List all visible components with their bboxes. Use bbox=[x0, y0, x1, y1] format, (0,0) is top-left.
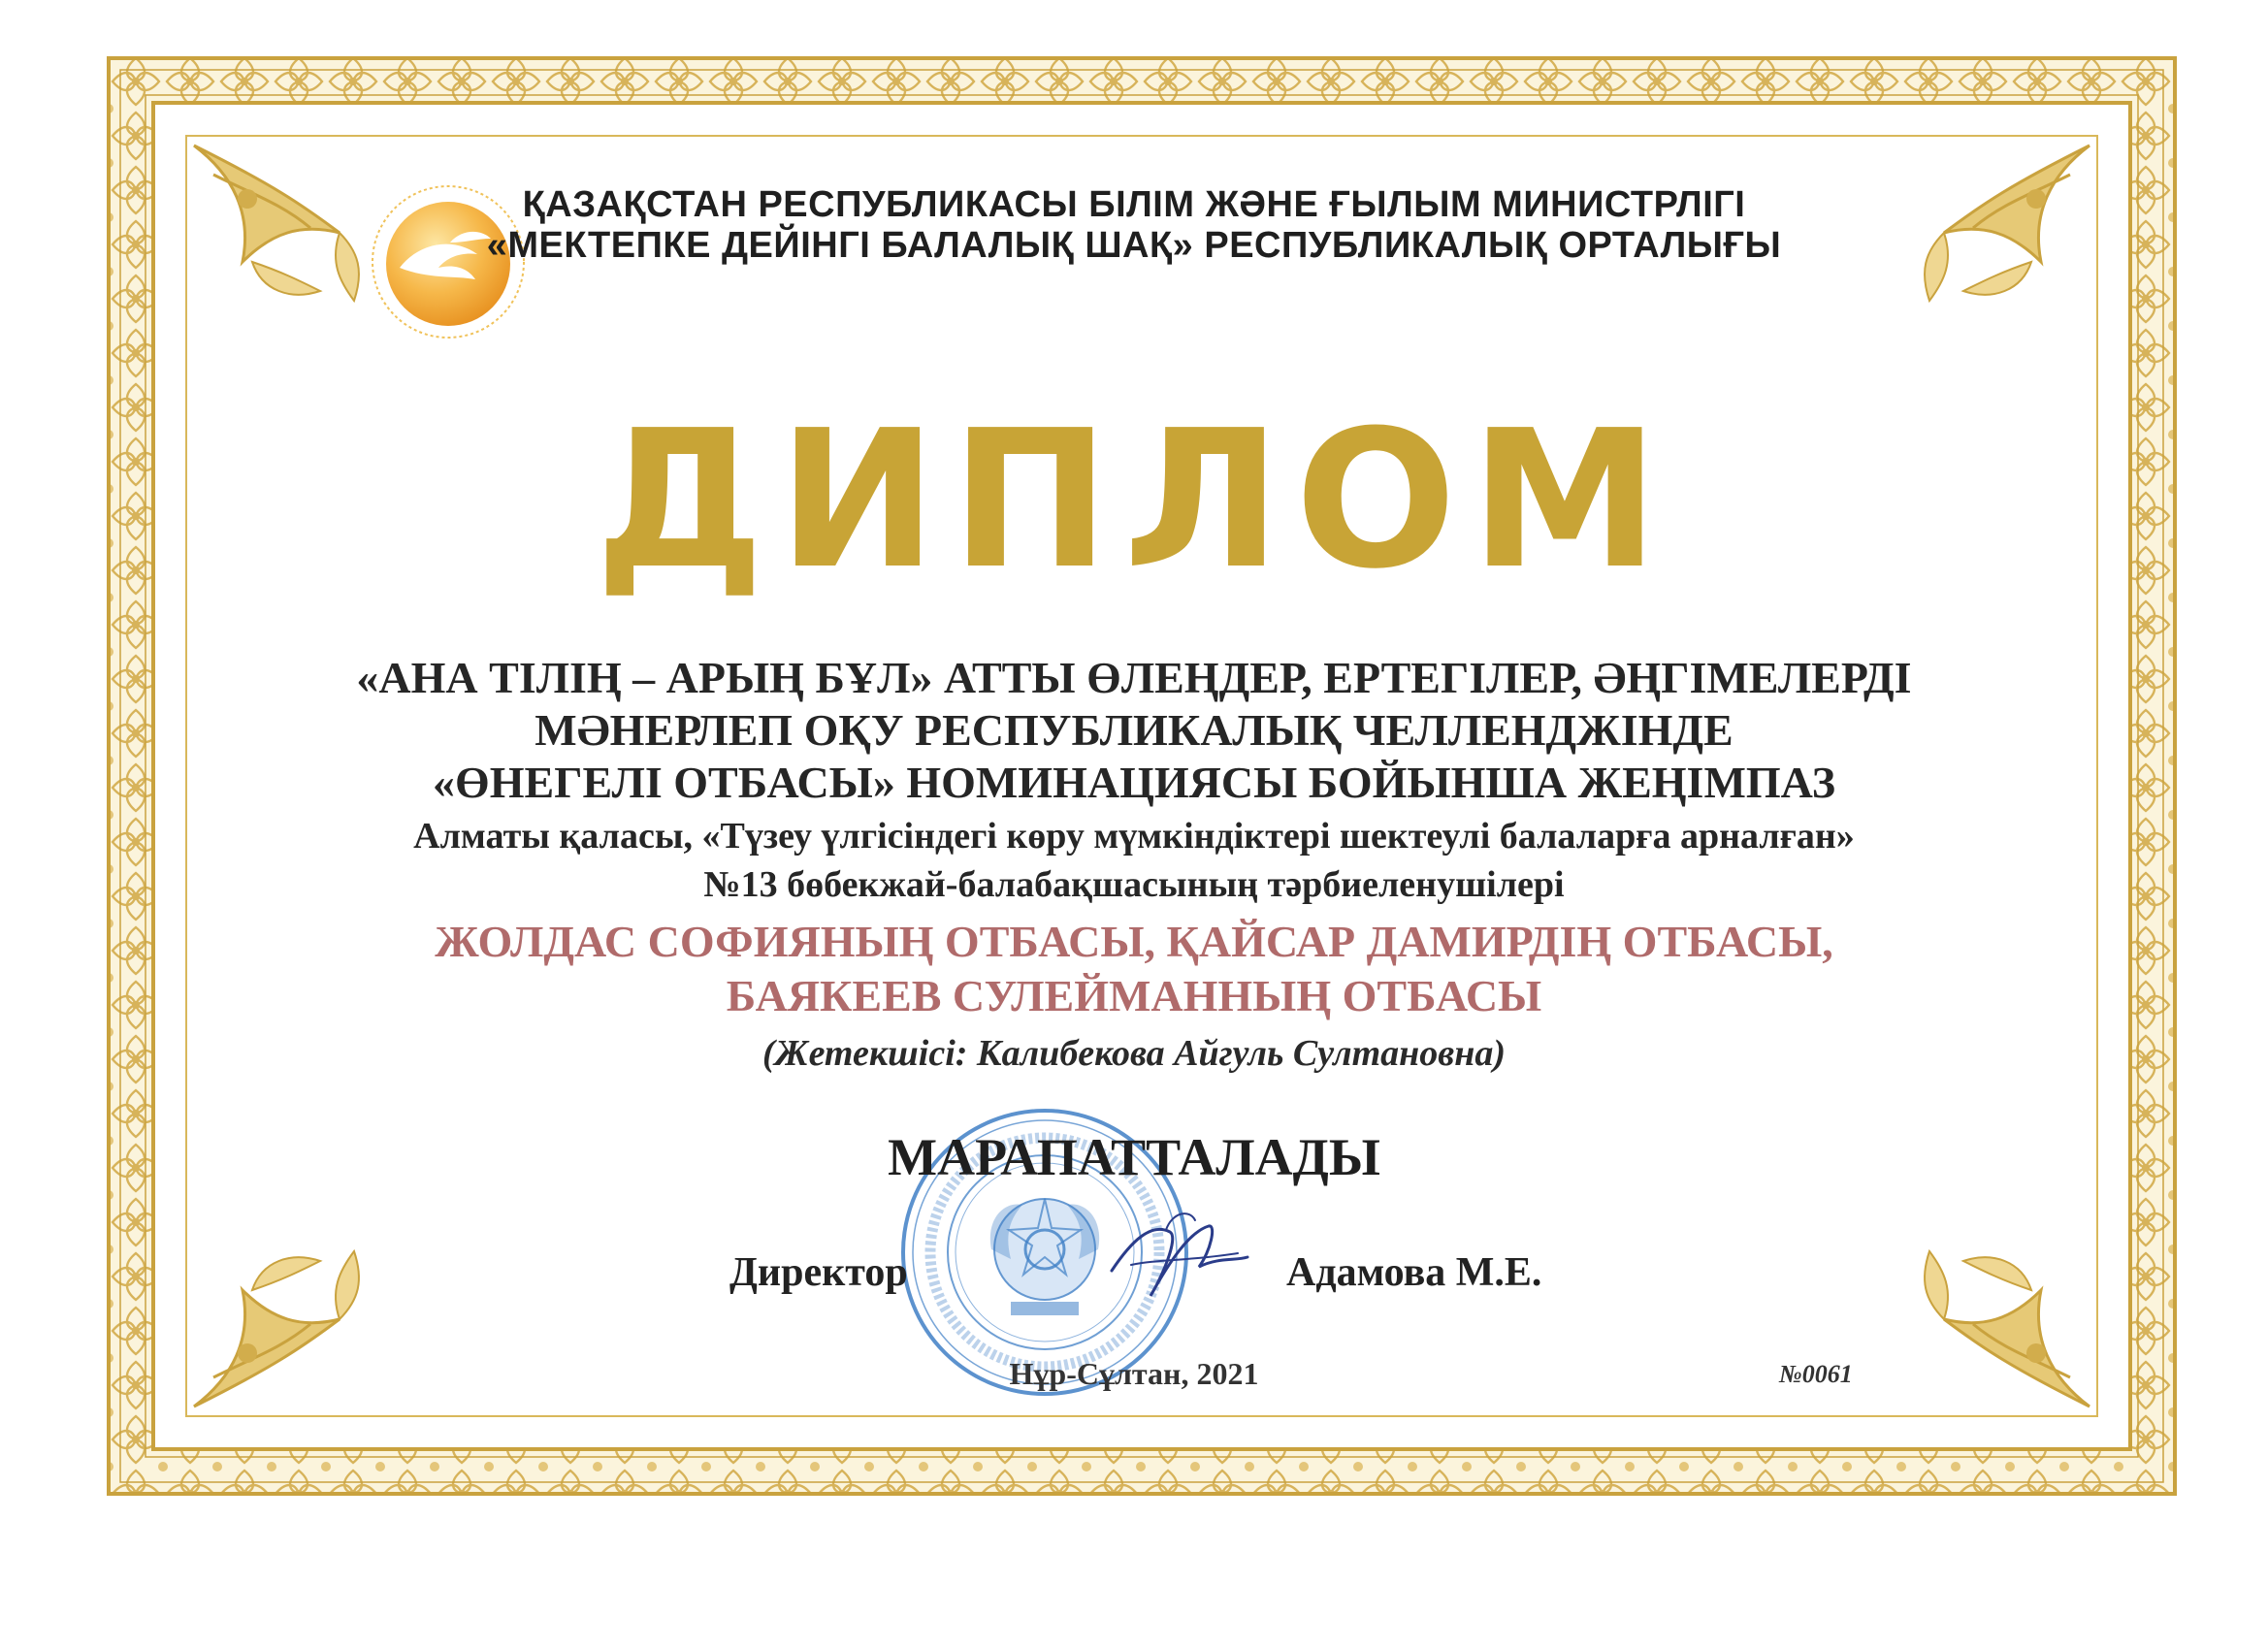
recipients-line-1: ЖОЛДАС СОФИЯНЫҢ ОТБАСЫ, ҚАЙСАР ДАМИРДІҢ ОТБАСЫ, bbox=[435, 917, 1833, 966]
ministry-line-1: ҚАЗАҚСТАН РЕСПУБЛИКАСЫ БІЛІМ ЖӘНЕ ҒЫЛЫМ МИНИСТРЛІГІ bbox=[522, 184, 1746, 225]
director-signature bbox=[1102, 1203, 1257, 1310]
institution-line: Алматы қаласы, «Түзеу үлгісіндегі көру мүмкіндіктері шектеулі балаларға арналған» bbox=[413, 816, 1855, 857]
diploma-title: ДИПЛОМ bbox=[595, 390, 1673, 611]
ministry-line-2: «МЕКТЕПКЕ ДЕЙІНГІ БАЛАЛЫҚ ШАҚ» РЕСПУБЛИКАЛЫҚ ОРТАЛЫҒЫ bbox=[486, 225, 1782, 266]
contest-line-2: МӘНЕРЛЕП ОҚУ РЕСПУБЛИКАЛЫҚ ЧЕЛЛЕНДЖІНДЕ bbox=[535, 705, 1733, 755]
director-name: Адамова М.Е. bbox=[1286, 1250, 1542, 1295]
recipients-line-2: БАЯКЕЕВ СУЛЕЙМАННЫҢ ОТБАСЫ bbox=[726, 971, 1542, 1020]
nomination-line: «ӨНЕГЕЛІ ОТБАСЫ» НОМИНАЦИЯСЫ БОЙЫНША ЖЕҢІМПАЗ bbox=[432, 758, 1835, 807]
diploma-number: №0061 bbox=[1779, 1360, 1853, 1388]
contest-line-1: «АНА ТІЛІҢ – АРЫҢ БҰЛ» АТТЫ ӨЛЕҢДЕР, ЕРТЕГІЛЕР, ӘҢГІМЕЛЕРДІ bbox=[356, 653, 1912, 702]
awarded-text: МАРАПАТТАЛАДЫ bbox=[888, 1128, 1380, 1186]
city-year: Нұр-Сұлтан, 2021 bbox=[1009, 1356, 1259, 1391]
director-label: Директор bbox=[729, 1250, 908, 1295]
kindergarten-line: №13 бөбекжай-балабақшасының тәрбиеленушілері bbox=[703, 864, 1565, 905]
supervisor-line: (Жетекшісі: Калибекова Айгуль Султановна) bbox=[762, 1033, 1506, 1074]
